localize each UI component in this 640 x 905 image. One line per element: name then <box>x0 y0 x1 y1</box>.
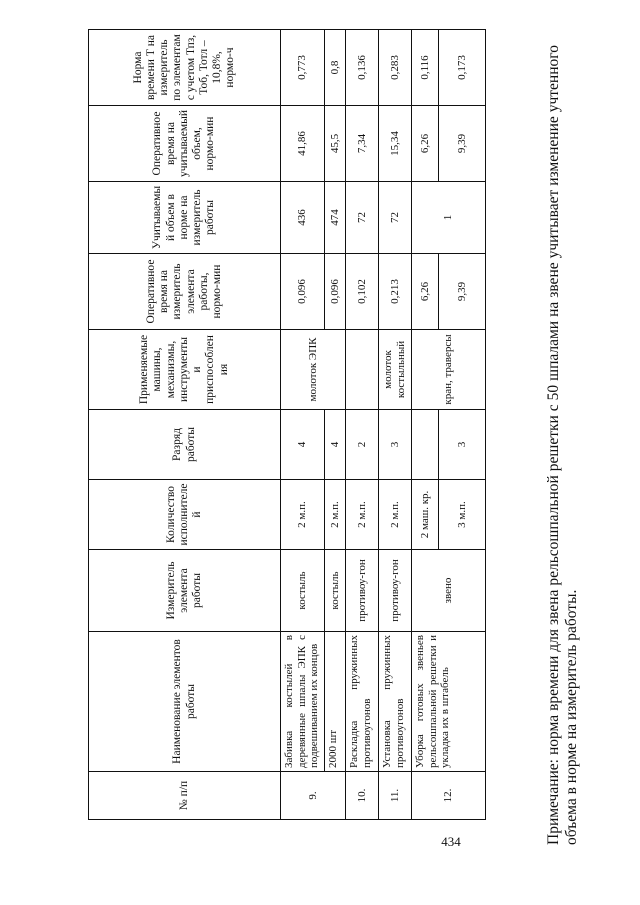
norms-table <box>88 29 486 820</box>
header-workers: Количество исполнителей <box>89 480 281 550</box>
row-op-time-volume: 15,34 <box>379 106 412 182</box>
row-machines <box>346 330 379 410</box>
footnote: Примечание: норма времени для звена рельсошпальной решетки с 50 шпалами на звене учитывает изменение учтенного объема в норме на измеритель работы. <box>545 45 580 845</box>
row-op-time: 0,096 <box>281 254 325 330</box>
row-name: Уборка готовых звеньев рельсошпальной решетки и укладка их в штабель <box>412 632 486 772</box>
row-grade: 4 <box>325 410 346 480</box>
row-op-time-volume: 45,5 <box>325 106 346 182</box>
row-num: 9. <box>281 772 346 820</box>
table-header-row <box>89 30 281 820</box>
header-grade: Разряд работы <box>89 410 281 480</box>
page-number: 434 <box>441 834 461 849</box>
row-volume: 72 <box>379 182 412 254</box>
row-norm: 0,283 <box>379 30 412 106</box>
row-machines: молоток костыльный <box>379 330 412 410</box>
row-volume: 72 <box>346 182 379 254</box>
row-grade: 4 <box>281 410 325 480</box>
row-op-time: 0,213 <box>379 254 412 330</box>
row-op-time-volume: 9,39 <box>439 106 486 182</box>
row-meter: звено <box>412 550 486 632</box>
row-op-time: 9,39 <box>439 254 486 330</box>
row-workers: 2 м.п. <box>346 480 379 550</box>
row-norm: 0,136 <box>346 30 379 106</box>
row-grade: 3 <box>379 410 412 480</box>
row-grade: 3 <box>439 410 486 480</box>
row-name: Установка пружинных противоугонов <box>379 632 412 772</box>
row-norm: 0,8 <box>325 30 346 106</box>
row-op-time: 6,26 <box>412 254 439 330</box>
row-num: 12. <box>412 772 486 820</box>
row-workers: 2 м.п. <box>325 480 346 550</box>
row-norm: 0,116 <box>412 30 439 106</box>
row-workers: 2 м.п. <box>379 480 412 550</box>
row-name: Забивка костылей в деревянные шпалы ЭПК с подвешиванием их концов <box>281 632 325 772</box>
row-op-time-volume: 6,26 <box>412 106 439 182</box>
row-name: 2000 шт <box>325 632 346 772</box>
header-meter: Измеритель элемента работы <box>89 550 281 632</box>
row-volume: 1 <box>412 182 486 254</box>
row-norm: 0,773 <box>281 30 325 106</box>
row-grade: 2 <box>346 410 379 480</box>
row-op-time-volume: 41,86 <box>281 106 325 182</box>
row-workers: 3 м.п. <box>439 480 486 550</box>
table-row <box>412 30 439 820</box>
row-workers: 2 м.п. <box>281 480 325 550</box>
header-machines: Применяемые машины, механизмы, инструменты и приспособления <box>89 330 281 410</box>
table-row <box>346 30 379 820</box>
row-op-time: 0,102 <box>346 254 379 330</box>
row-num: 11. <box>379 772 412 820</box>
header-volume: Учитываемый объем в норме на измеритель работы <box>89 182 281 254</box>
table-row <box>379 30 412 820</box>
row-name: Раскладка пружинных противоугонов <box>346 632 379 772</box>
row-machines: кран, траверсы <box>412 330 486 410</box>
row-meter: костыль <box>325 550 346 632</box>
header-num: № п/п <box>89 772 281 820</box>
table-row <box>325 30 346 820</box>
row-volume: 436 <box>281 182 325 254</box>
row-meter: противоу-гон <box>346 550 379 632</box>
row-workers: 2 маш. кр. <box>412 480 439 550</box>
row-num: 10. <box>346 772 379 820</box>
row-machines: молоток ЭПК <box>281 330 346 410</box>
row-meter: костыль <box>281 550 325 632</box>
row-grade <box>412 410 439 480</box>
row-meter: противоу-гон <box>379 550 412 632</box>
row-norm: 0,173 <box>439 30 486 106</box>
row-op-time-volume: 7,34 <box>346 106 379 182</box>
header-op-time: Оперативное время на измеритель элемента работы, нормо-мин <box>89 254 281 330</box>
header-op-time-volume: Оперативное время на учитываемый объем, нормо-мин <box>89 106 281 182</box>
header-norm: Норма времени Т на измеритель по элементам с учетом Тпз, Тоб, Тотл – 10,8%, нормо-ч <box>89 30 281 106</box>
row-op-time: 0,096 <box>325 254 346 330</box>
row-volume: 474 <box>325 182 346 254</box>
table-row <box>281 30 325 820</box>
header-name: Наименование элементов работы <box>89 632 281 772</box>
